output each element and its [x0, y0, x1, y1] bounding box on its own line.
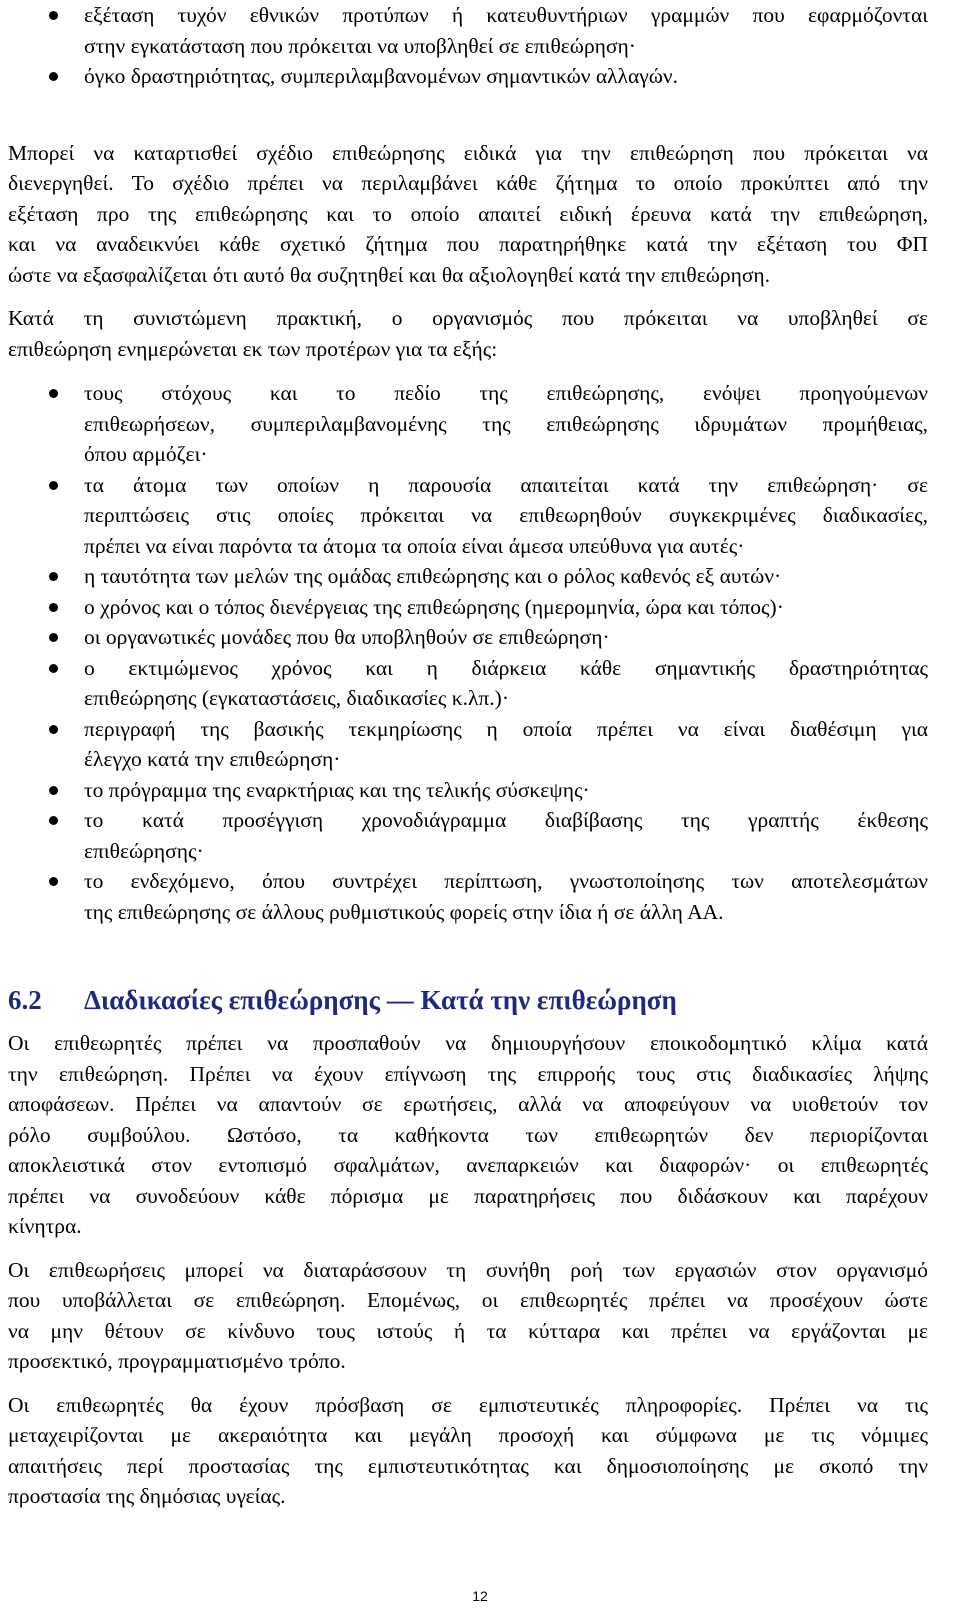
text-line: τους στόχους και το πεδίο της επιθεώρησης, ενόψει προηγούμενων	[84, 381, 928, 405]
text-line: προστασία της δημόσιας υγείας.	[8, 1484, 286, 1508]
list-item	[8, 866, 928, 927]
text-line: κίνητρα.	[8, 1214, 82, 1238]
list-item	[8, 0, 928, 61]
text-line: διενεργηθεί. Το σχέδιο πρέπει να περιλαμβάνει κάθε ζήτημα το οποίο προκύπτει από την	[8, 171, 928, 195]
text-line: επιθεωρήσεων, συμπεριλαμβανομένης της επιθεώρησης ιδρυμάτων προμήθειας,	[84, 411, 928, 436]
text-line: Μπορεί να καταρτισθεί σχέδιο επιθεώρησης ειδικά για την επιθεώρηση που πρόκειται να	[8, 140, 928, 165]
bullet-icon	[49, 603, 58, 612]
paragraph-constructive-climate	[8, 1028, 928, 1242]
text-line: ο εκτιμώμενος χρόνος και η διάρκεια κάθε σημαντικής δραστηριότητας	[84, 655, 928, 680]
bullet-icon	[49, 877, 58, 886]
bullet-icon	[49, 572, 58, 581]
text-line: και να αναδεικνύει κάθε σχετικό ζήτημα που παρατηρήθηκε κατά την εξέταση του ΦΠ	[8, 232, 928, 256]
text-line: πρέπει να συνοδεύουν κάθε πόρισμα με παρατηρήσεις που διδάσκουν και παρέχουν	[8, 1183, 928, 1208]
text-line: στην εγκατάσταση που πρόκειται να υποβληθεί σε επιθεώρηση·	[84, 33, 636, 58]
text-line: οι οργανωτικές μονάδες που θα υποβληθούν σε επιθεώρηση·	[84, 625, 610, 649]
text-line: επιθεώρησης·	[84, 838, 204, 863]
list-item	[8, 653, 928, 714]
text-line: της επιθεώρησης σε άλλους ρυθμιστικούς φορείς στην ίδια ή σε άλλη ΑΑ.	[84, 899, 724, 924]
text-line: ώστε να εξασφαλίζεται ότι αυτό θα συζητηθεί και θα αξιολογηθεί κατά την επιθεώρηση.	[8, 262, 771, 287]
text-line: την επιθεώρηση. Πρέπει να έχουν επίγνωση της επιρροής τους στις διαδικασίες λήψης	[8, 1061, 928, 1086]
paragraph-disruption	[8, 1255, 928, 1377]
text-line: έλεγχο κατά την επιθεώρηση·	[84, 747, 341, 771]
text-line: Οι επιθεωρητές θα έχουν πρόσβαση σε εμπιστευτικές πληροφορίες. Πρέπει να τις	[8, 1392, 928, 1417]
text-line: να μην θέτουν σε κίνδυνο τους ιστούς ή τα κύτταρα και πρέπει να εργάζονται με	[8, 1318, 928, 1343]
bullet-icon	[49, 816, 58, 825]
bullet-icon	[49, 389, 58, 398]
list-item	[8, 470, 928, 562]
section-number: 6.2	[8, 985, 42, 1015]
paragraph-inspection-plan	[8, 138, 928, 291]
text-line: Κατά τη συνιστώμενη πρακτική, ο οργανισμός που πρόκειται να υποβληθεί σε	[8, 306, 928, 330]
list-item	[8, 592, 928, 623]
text-line: όπου αρμόζει·	[84, 442, 208, 466]
text-line: περιγραφή της βασικής τεκμηρίωσης η οποία πρέπει να είναι διαθέσιμη για	[84, 716, 928, 741]
text-line: το πρόγραμμα της εναρκτήριας και της τελικής σύσκεψης·	[84, 777, 590, 802]
text-line: αποκλειστικά στον εντοπισμό σφαλμάτων, ανεπαρκειών και διαφορών· οι επιθεωρητές	[8, 1153, 928, 1177]
bullet-icon	[49, 786, 58, 795]
list-item	[8, 775, 928, 806]
text-line: επιθεώρηση ενημερώνεται εκ των προτέρων για τα εξής:	[8, 336, 498, 361]
section-heading	[8, 982, 928, 1018]
text-line: προσεκτικό, προγραμματισμένο τρόπο.	[8, 1349, 346, 1373]
text-line: επιθεώρησης (εγκαταστάσεις, διαδικασίες κ.λπ.)·	[84, 686, 509, 710]
text-line: η ταυτότητα των μελών της ομάδας επιθεώρησης και ο ρόλος καθενός εξ αυτών·	[84, 564, 782, 588]
text-line: αποφάσεων. Πρέπει να απαντούν σε ερωτήσεις, αλλά να αποφεύγουν να υιοθετούν τον	[8, 1092, 928, 1116]
text-line: Οι επιθεωρήσεις μπορεί να διαταράσσουν τη συνήθη ροή των εργασιών στον οργανισμό	[8, 1257, 928, 1282]
text-line: τα άτομα των οποίων η παρουσία απαιτείται κατά την επιθεώρηση· σε	[84, 472, 928, 497]
bullet-icon	[49, 664, 58, 673]
text-line: εξέταση προ της επιθεώρησης και το οποίο απαιτεί ειδική έρευνα κατά την επιθεώρηση,	[8, 201, 928, 226]
bullet-icon	[49, 725, 58, 734]
list-item	[8, 561, 928, 592]
list-item	[8, 714, 928, 775]
bullet-list-notice-items	[8, 378, 928, 927]
page-number: 12	[472, 1588, 488, 1604]
text-line: μεταχειρίζονται με ακεραιότητα και μεγάλη προσοχή και σύμφωνα με τις νόμιμες	[8, 1423, 928, 1447]
bullet-icon	[49, 11, 58, 20]
text-line: εξέταση τυχόν εθνικών προτύπων ή κατευθυντήριων γραμμών που εφαρμόζονται	[84, 3, 928, 27]
list-item	[8, 378, 928, 470]
list-item	[8, 61, 928, 92]
text-line: πρέπει να είναι παρόντα τα άτομα τα οποία είναι άμεσα υπεύθυνα για αυτές·	[84, 533, 745, 558]
bullet-icon	[49, 481, 58, 490]
text-line: το ενδεχόμενο, όπου συντρέχει περίπτωση, γνωστοποίησης των αποτελεσμάτων	[84, 869, 928, 893]
list-item	[8, 622, 928, 653]
paragraph-prior-notice	[8, 303, 928, 364]
text-line: που υποβάλλεται σε επιθεώρηση. Επομένως, οι επιθεωρητές πρέπει να προσέχουν ώστε	[8, 1288, 928, 1312]
document-page	[8, 0, 928, 1512]
bullet-list-top	[8, 0, 928, 92]
bullet-icon	[49, 72, 58, 81]
text-line: το κατά προσέγγιση χρονοδιάγραμμα διαβίβασης της γραπτής έκθεσης	[84, 808, 928, 832]
text-line: ρόλο συμβούλου. Ωστόσο, τα καθήκοντα των επιθεωρητών δεν περιορίζονται	[8, 1122, 928, 1147]
text-line: Οι επιθεωρητές πρέπει να προσπαθούν να δημιουργήσουν εποικοδομητικό κλίμα κατά	[8, 1031, 928, 1055]
text-line: απαιτήσεις περί προστασίας της εμπιστευτικότητας και δημοσιοποίησης με σκοπό την	[8, 1453, 928, 1478]
paragraph-confidentiality	[8, 1390, 928, 1512]
bullet-icon	[49, 633, 58, 642]
text-line: περιπτώσεις στις οποίες πρόκειται να επιθεωρηθούν συγκεκριμένες διαδικασίες,	[84, 503, 928, 527]
list-item	[8, 805, 928, 866]
text-line: ο χρόνος και ο τόπος διενέργειας της επιθεώρησης (ημερομηνία, ώρα και τόπος)·	[84, 594, 784, 619]
section-title: Διαδικασίες επιθεώρησης — Κατά την επιθεώρηση	[84, 985, 677, 1015]
text-line: όγκο δραστηριότητας, συμπεριλαμβανομένων σημαντικών αλλαγών.	[84, 64, 679, 88]
